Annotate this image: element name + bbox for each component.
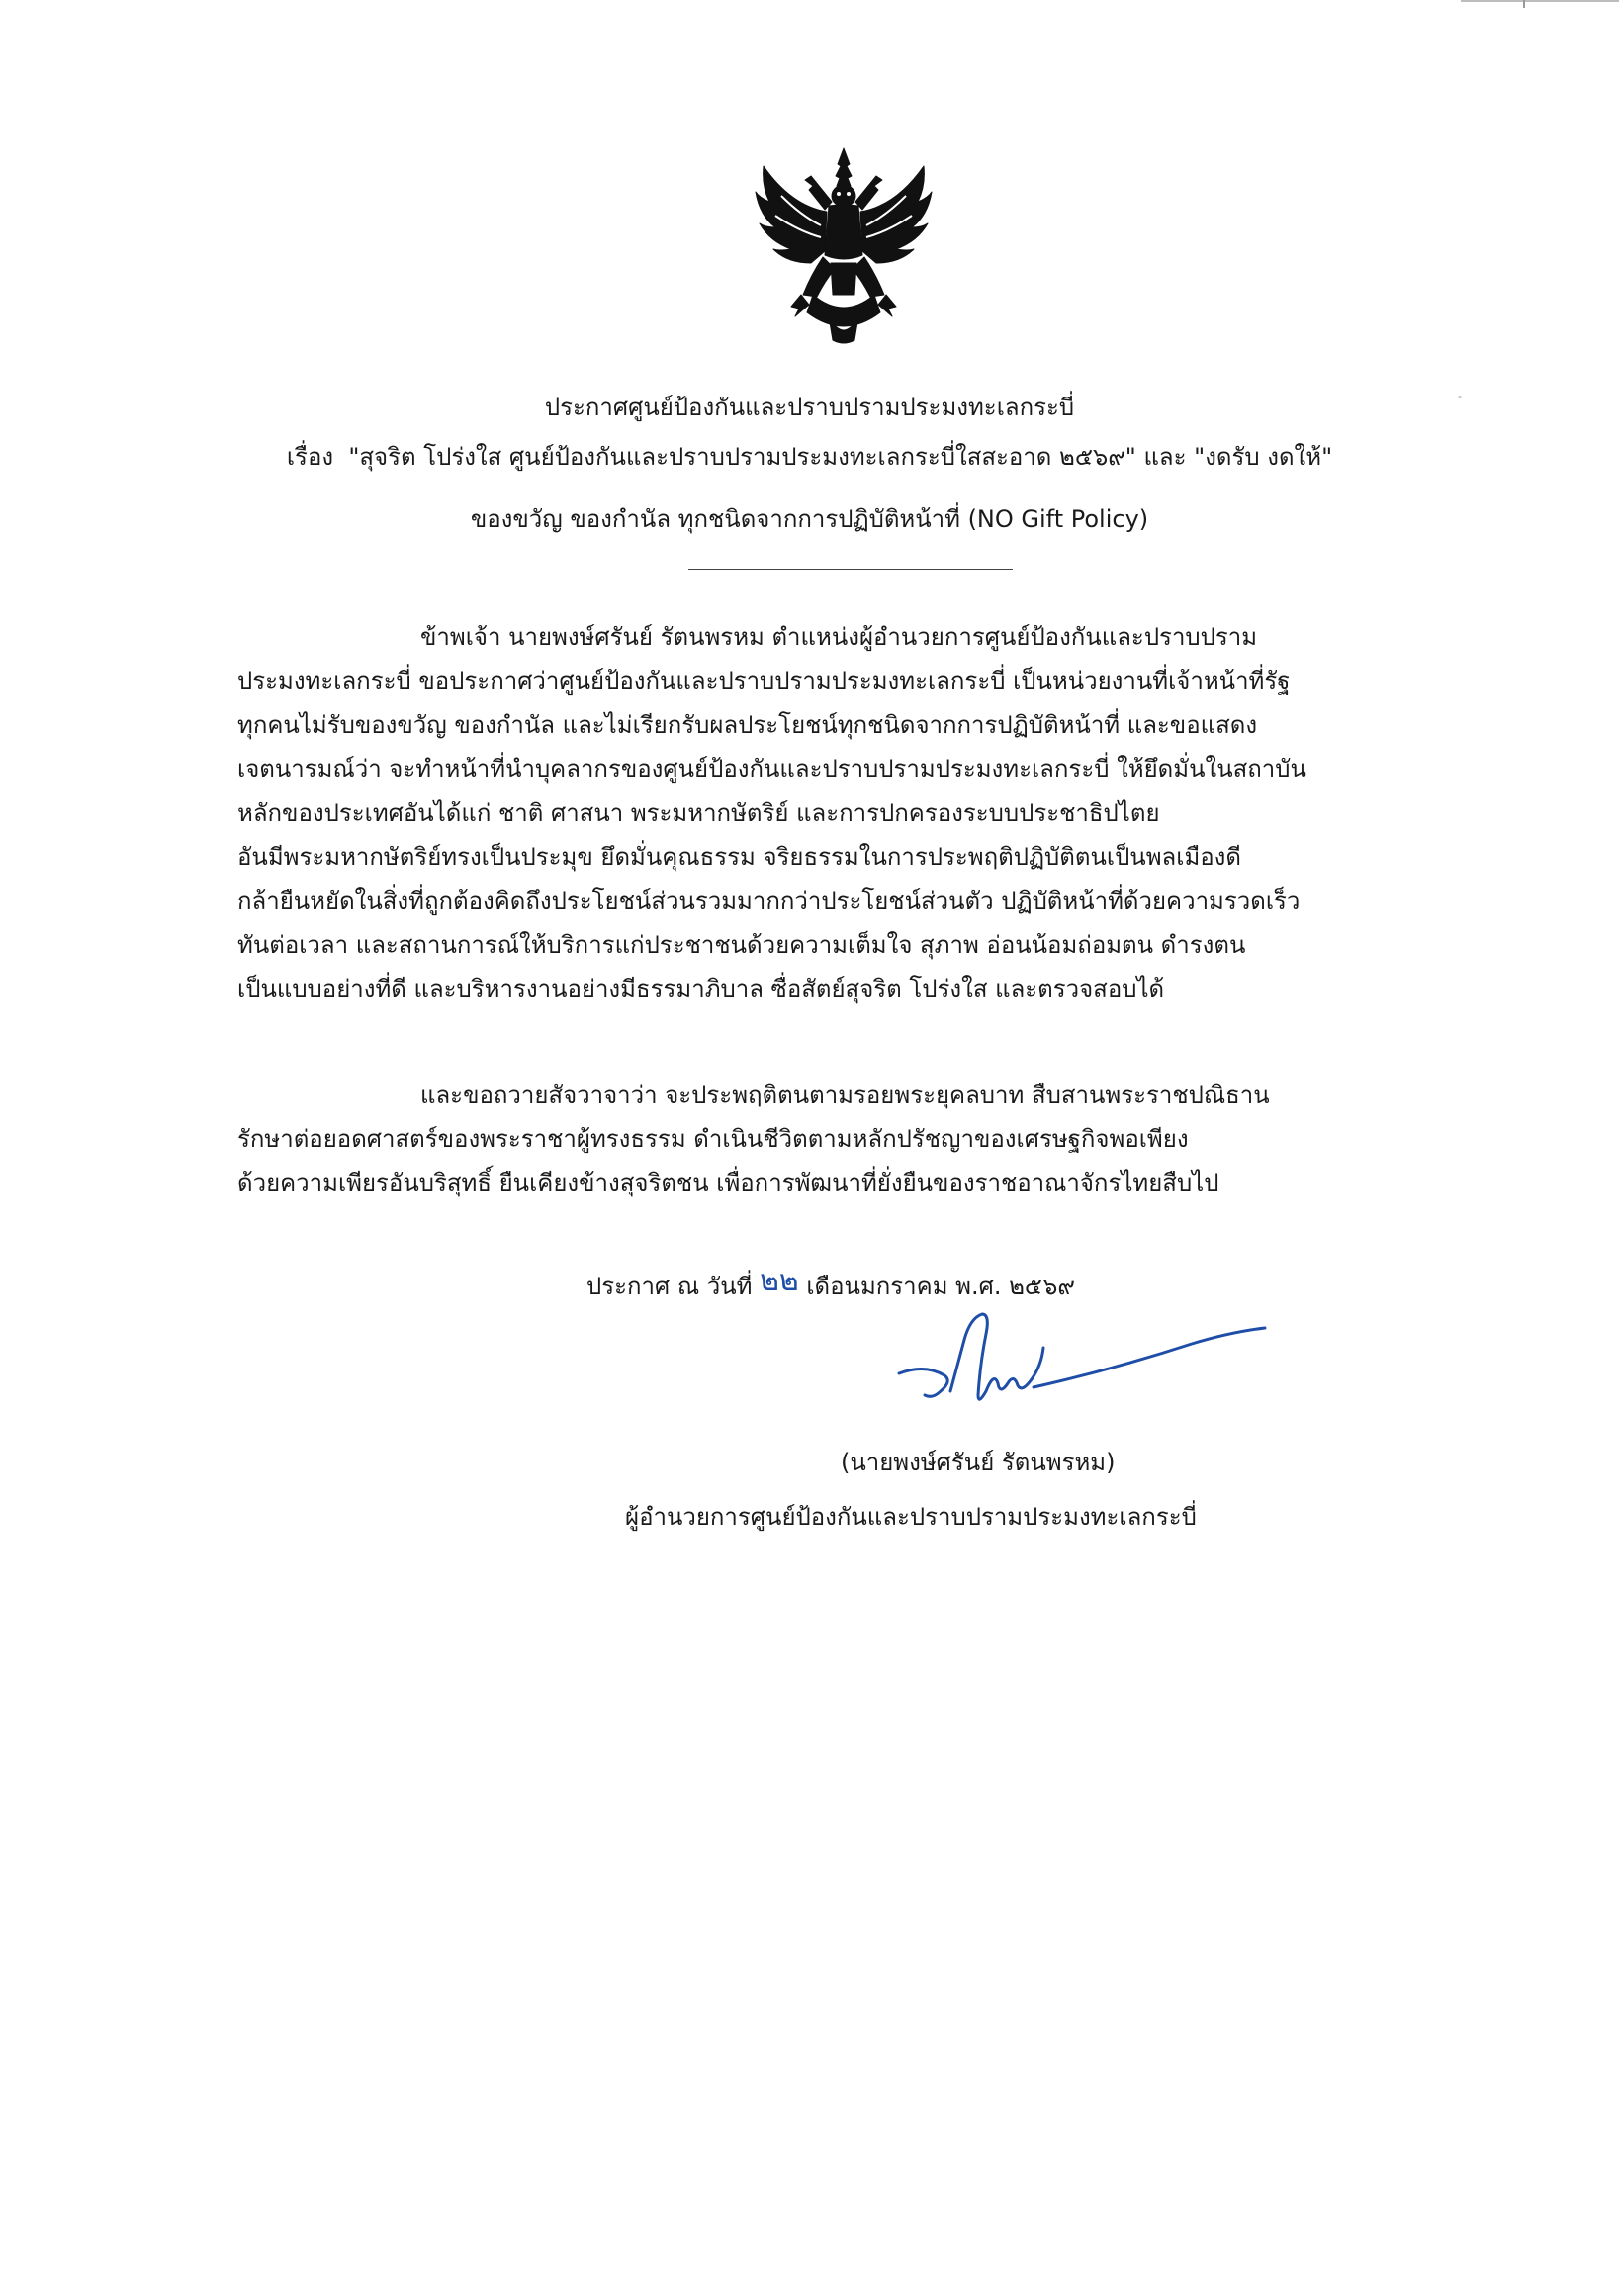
handwritten-signature: [895, 1300, 1271, 1429]
paragraph-line: เป็นแบบอย่างที่ดี และบริหารงานอย่างมีธรรมาภิบาล ซื่อสัตย์สุจริต โปร่งใส และตรวจสอบได้: [237, 975, 1165, 1003]
date-prefix: ประกาศ ณ วันที่: [586, 1273, 753, 1300]
paragraph-line: ทุกคนไม่รับของขวัญ ของกำนัล และไม่เรียกรับผลประโยชน์ทุกชนิดจากการปฏิบัติหน้าที่ และขอแสดง: [237, 711, 1258, 739]
paragraph-line: กล้ายืนหยัดในสิ่งที่ถูกต้องคิดถึงประโยชน์ส่วนรวมมากกว่าประโยชน์ส่วนตัว ปฏิบัติหน้าที่ด้วยความรวดเร็ว: [237, 887, 1301, 915]
announcement-subject: [0, 440, 1619, 474]
paragraph-line: รักษาต่อยอดศาสตร์ของพระราชาผู้ทรงธรรม ดำเนินชีวิตตามหลักปรัชญาของเศรษฐกิจพอเพียง: [237, 1124, 1189, 1153]
body-paragraph-2: [237, 1073, 1484, 1205]
subject-label: เรื่อง: [286, 443, 334, 471]
announcement-subject-continued: ของขวัญ ของกำนัล ทุกชนิดจากการปฏิบัติหน้าที่ (NO Gift Policy): [470, 505, 1149, 533]
subject-text: "สุจริต โปร่งใส ศูนย์ป้องกันและปราบปรามประมงทะเลกระบี่ใสสะอาด ๒๕๖๙" และ "งดรับ งดให้": [348, 443, 1333, 471]
paragraph-line: เจตนารมณ์ว่า จะทำหน้าที่นำบุคลากรของศูนย์ป้องกันและปราบปรามประมงทะเลกระบี่ ให้ยึดมั่นในสถาบัน: [237, 754, 1306, 783]
announcement-date: [586, 1264, 1075, 1303]
paragraph-line: ด้วยความเพียรอันบริสุทธิ์ ยืนเคียงข้างสุจริตชน เพื่อการพัฒนาที่ยั่งยืนของราชอาณาจักรไทยสืบไป: [237, 1169, 1219, 1196]
garuda-emblem-icon: [752, 146, 936, 346]
paragraph-line: อันมีพระมหากษัตริย์ทรงเป็นประมุข ยึดมั่นคุณธรรม จริยธรรมในการประพฤติปฏิบัติตนเป็นพลเมืองดี: [237, 842, 1241, 871]
paragraph-line: และขอถวายสัจวาจาว่า จะประพฤติตนตามรอยพระยุคลบาท สืบสานพระราชปณิธาน: [420, 1081, 1270, 1108]
date-suffix: เดือนมกราคม พ.ศ. ๒๕๖๙: [806, 1273, 1075, 1300]
top-edge-tick: [1523, 0, 1525, 8]
body-paragraph-1: [237, 615, 1484, 1012]
paragraph-line: ประมงทะเลกระบี่ ขอประกาศว่าศูนย์ป้องกันและปราบปรามประมงทะเลกระบี่ เป็นหน่วยงานที่เจ้าหน้าที่รัฐ: [237, 666, 1291, 695]
top-edge-line: [1461, 0, 1619, 2]
paragraph-line: ข้าพเจ้า นายพงษ์ศรันย์ รัตนพรหม ตำแหน่งผู้อำนวยการศูนย์ป้องกันและปราบปราม: [420, 623, 1258, 651]
title-divider: [688, 569, 1013, 570]
paragraph-line: หลักของประเทศอันได้แก่ ชาติ ศาสนา พระมหากษัตริย์ และการปกครองระบบประชาธิปไตย: [237, 799, 1160, 827]
date-day-handwritten: ๒๒: [760, 1264, 799, 1298]
signatory-name: (นายพงษ์ศรันย์ รัตนพรหม): [841, 1449, 1116, 1476]
signatory-title: ผู้อำนวยการศูนย์ป้องกันและปราบปรามประมงทะเลกระบี่: [625, 1503, 1197, 1531]
announcement-title: ประกาศศูนย์ป้องกันและปราบปรามประมงทะเลกระบี่: [544, 394, 1075, 421]
paragraph-line: ทันต่อเวลา และสถานการณ์ให้บริการแก่ประชาชนด้วยความเต็มใจ สุภาพ อ่อนน้อมถ่อมตน ดำรงตน: [237, 930, 1246, 959]
